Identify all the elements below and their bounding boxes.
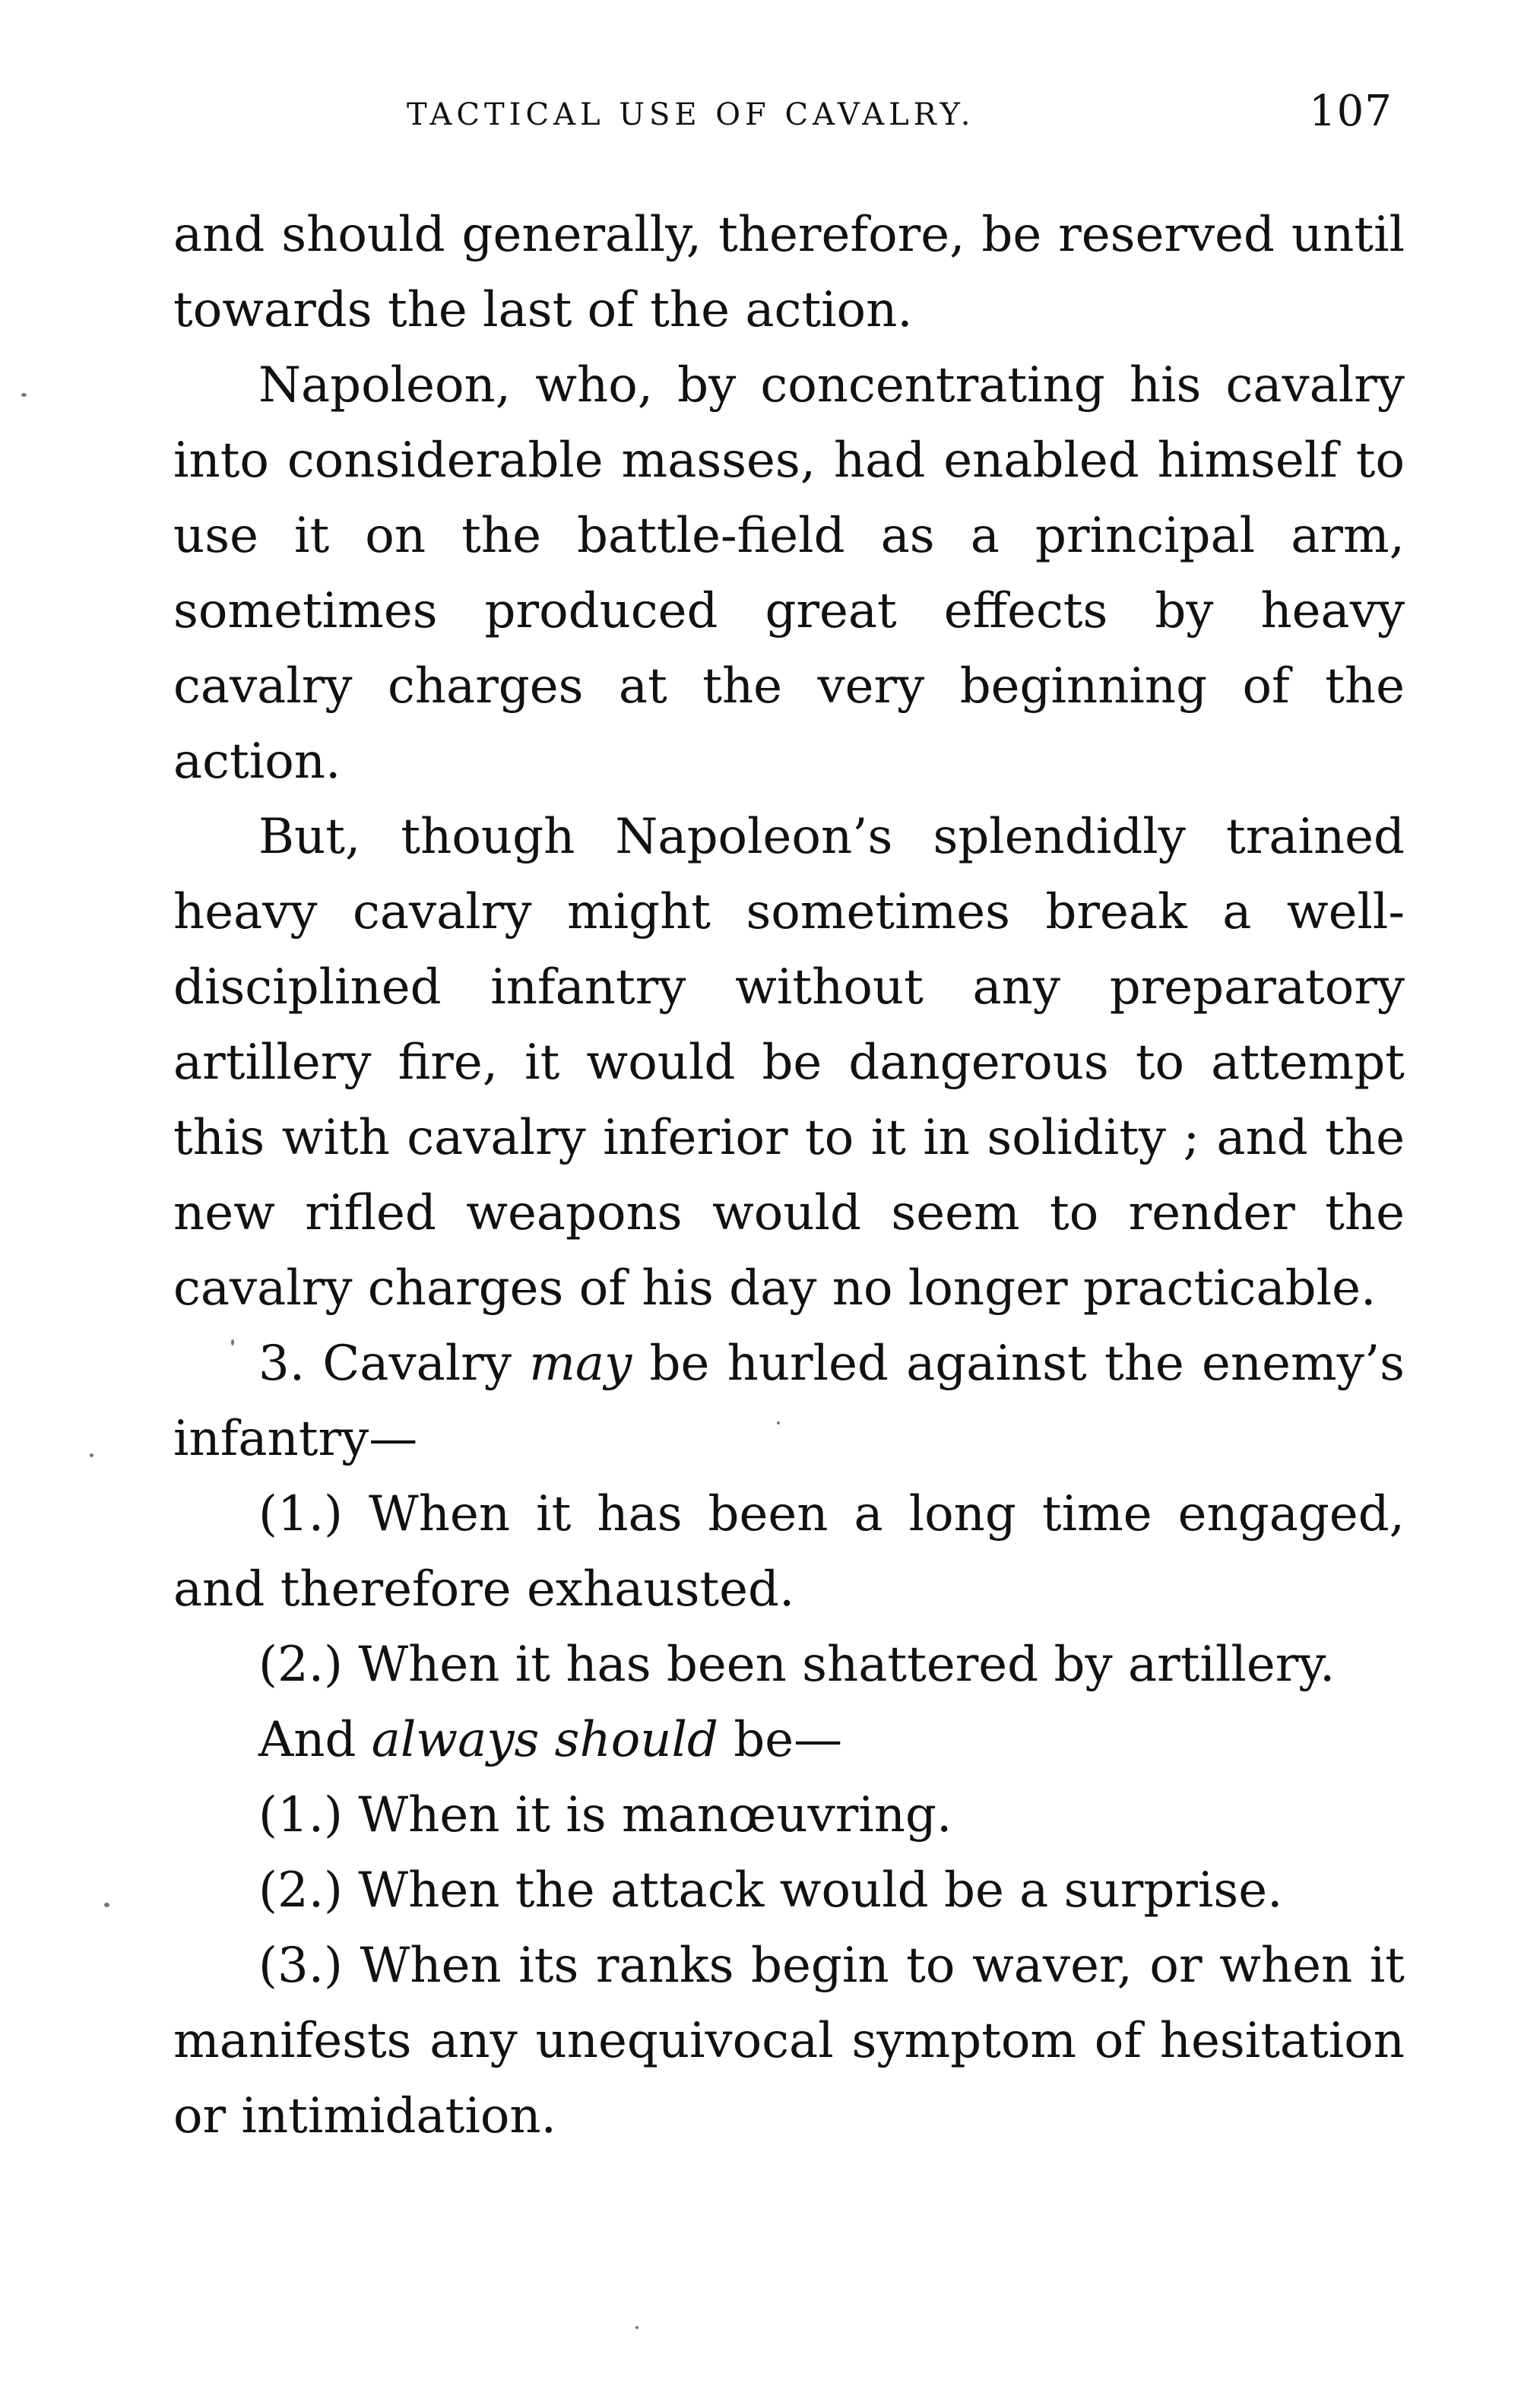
paper-speck xyxy=(635,2326,638,2329)
paragraph-7-text-before: And xyxy=(258,1712,372,1768)
paper-speck xyxy=(90,1453,93,1457)
running-head: TACTICAL USE OF CAVALRY. xyxy=(407,97,975,132)
paper-speck xyxy=(21,393,27,397)
paragraph-7 xyxy=(173,1703,1405,1778)
paragraph-1: and should generally, therefore, be reserved until towards the last of the action. xyxy=(173,207,1405,338)
page-number: 107 xyxy=(1309,87,1393,136)
paragraph-5: (1.) When it has been a long time engaged, and therefore exhausted. xyxy=(173,1486,1405,1618)
paragraph-4-text-before: 3. Cavalry xyxy=(258,1336,530,1392)
paragraph-4-emphasis: may xyxy=(529,1336,632,1392)
paper-speck xyxy=(231,1339,234,1345)
paragraph-6: (2.) When it has been shattered by artillery. xyxy=(258,1637,1336,1693)
paragraph-9: (2.) When the attack would be a surprise. xyxy=(258,1862,1283,1919)
paragraph-7-text-after: be— xyxy=(718,1712,843,1768)
paragraph-3: But, though Napoleon’s splendidly trained heavy cavalry might sometimes break a well-disciplined infantry without any preparatory artillery fire, it would be dangerous to attempt this with cavalry inferior to it in solidity ; and the new rifled weapons would seem to render the cavalry charges of his day no longer practicable. xyxy=(173,809,1405,1317)
paragraph-8: (1.) When it is manœuvring. xyxy=(258,1787,952,1843)
paragraph-4-text-after: be hurled against the enemy’s infantry— xyxy=(173,1336,1405,1467)
page-header xyxy=(0,84,1540,152)
paragraph-4 xyxy=(173,1326,1405,1477)
paper-speck xyxy=(104,1903,109,1907)
paragraph-10: (3.) When its ranks begin to waver, or when it manifests any unequivocal symptom of hesitation or intimidation. xyxy=(173,1938,1405,2144)
paragraph-7-emphasis: always should xyxy=(371,1712,718,1768)
paper-speck xyxy=(777,1421,780,1425)
paragraph-2: Napoleon, who, by concentrating his cavalry into considerable masses, had enabled himself to use it on the battle-field as a principal arm, sometimes produced great effects by heavy cavalry charges at the very beginning of the action. xyxy=(173,357,1405,790)
body-text xyxy=(173,198,1405,2154)
